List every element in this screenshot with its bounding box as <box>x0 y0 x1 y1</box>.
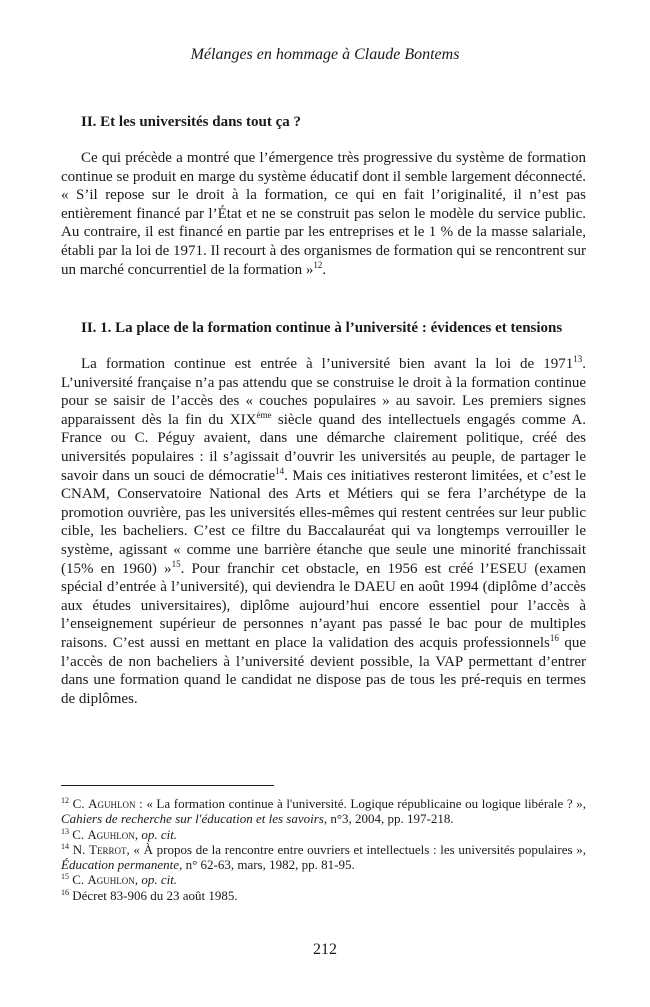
page-number: 212 <box>313 941 337 958</box>
footnote-12: $^{12}$ C. Aguhlon : « La formation continue à l'université. Logique républicaine ou logique libérale ? », Cahiers de recherche sur l'éducation et les savoirs, n°3, 2004, pp. 197-218. <box>61 796 587 827</box>
paragraph-end: . <box>322 261 327 278</box>
source-title: Éducation permanente <box>61 857 180 873</box>
source-title: Cahiers de recherche sur l'éducation et les savoirs <box>61 811 324 827</box>
footnote-16 <box>61 888 586 903</box>
author-name: Aguhlon <box>87 826 135 842</box>
running-title: Mélanges en hommage à Claude Bontems <box>190 46 460 63</box>
footnote-ref[interactable]: 14 <box>275 465 285 476</box>
footnote-14: $^{14}$ N. Terrot, « À propos de la rencontre entre ouvriers et intellectuels : les universités populaires », Éducation permanente, n° 62-63, mars, 1982, pp. 81-95. <box>61 841 587 873</box>
paragraph-text: siècle quand des intellectuels engagés comme A. France ou C. Péguy avaient, dans une démarche clairement politique, créé des universités populaires : il s’agissait d’ouvrir les universités au peuple, de partager le savoir dans un souci de démocratie <box>61 411 587 484</box>
paragraph-text: . Pour franchir cet obstacle, en 1956 est créé l’ESEU (examen spécial d’entrée à l’université), qui deviendra le DAEU en août 1994 (diplôme d’accès aux études universitaires), diplôme aujourd’hui encore essentiel pour l’accès à l’enseignement supérieur de personnes n’ayant pas passé le bac pour de multiples raisons. C’est aussi en mettant en place la validation des acquis professionnels <box>61 560 586 651</box>
author-name: Terrot <box>89 841 127 857</box>
paragraph-text: Ce qui précède a montré que l’émergence très progressive du système de formation continue se produit en marge du système éducatif dont il semble largement déconnecté. « S’il repose sur le droit à la formation, ce qui en fait l’originalité, il n’est pas entièrement financé par l’État et ne se construit pas selon le modèle du service public. Au contraire, il est financé en partie par les entreprises et le 1 % de la masse salariale, établi par la loi de 1971. Il recourt à des organismes de formation qui se rencontrent sur un marché concurrentiel de la formation » <box>61 150 586 278</box>
section-block <box>61 113 586 279</box>
author-name: Aguhlon <box>88 796 136 811</box>
footnote-separator <box>61 785 274 786</box>
paragraph-text: que l’accès de non bacheliers à l’université devient possible, la VAP permettant d’entrer dans une formation quand le candidat ne dispose pas de tous les pré-requis en termes de diplômes. <box>61 634 586 707</box>
paragraph-text: La formation continue est entrée à l’université bien avant la loi de 1971 <box>81 356 574 372</box>
author-name: Aguhlon <box>87 872 135 888</box>
footnote-ref[interactable]: 12 <box>313 259 323 270</box>
section-heading: II. Et les universités dans tout ça ? <box>81 114 302 130</box>
footnotes <box>61 796 586 903</box>
footnote-number: 15 <box>61 872 69 882</box>
footnote-ref[interactable]: 15 <box>171 558 181 569</box>
footnote-number: 16 <box>61 887 69 897</box>
paragraph-text: . L’université française n’a pas attendu que se construise le droit à la formation continue pour se saisir de l’accès des « couches populaires » au savoir. Les premiers signes apparaissent dès la fin du XIX <box>61 356 586 428</box>
subsection-paragraph <box>61 355 586 708</box>
footnote-15: $^{15}$ C. Aguhlon, op. cit. <box>61 872 178 888</box>
footnote-ref[interactable]: 13 <box>573 354 583 364</box>
source-title: op. cit. <box>141 872 178 888</box>
source-title: op. cit. <box>141 826 178 842</box>
footnote-13: $^{13}$ C. Aguhlon, op. cit. <box>61 826 178 842</box>
footnote-ref[interactable]: 16 <box>549 632 559 643</box>
footnote-number: 14 <box>61 841 69 851</box>
section-paragraph <box>61 149 586 279</box>
subsection-heading: II. 1. La place de la formation continue à l’université : évidences et tensions <box>81 320 563 336</box>
footnote-number: 12 <box>61 796 69 805</box>
footnote-text: Décret 83-906 du 23 août 1985. <box>72 887 238 903</box>
paragraph-text: . Mais ces initiatives resteront limitées, et c’est le CNAM, Conservatoire National des Arts et Métiers qui se fera l’archétype de la promotion ouvrière, pas les universités elles-mêmes qui restent centrées sur leur public cible, les bacheliers. C’est ce filtre du Baccalauréat qui va longtemps verrouiller le système, agissant « comme une barrière étanche que seule une minorité franchissait (15% en 1960) » <box>61 467 586 577</box>
subsection-block <box>61 319 586 708</box>
century-superscript: ème <box>256 409 272 420</box>
footnote-number: 13 <box>61 826 69 836</box>
